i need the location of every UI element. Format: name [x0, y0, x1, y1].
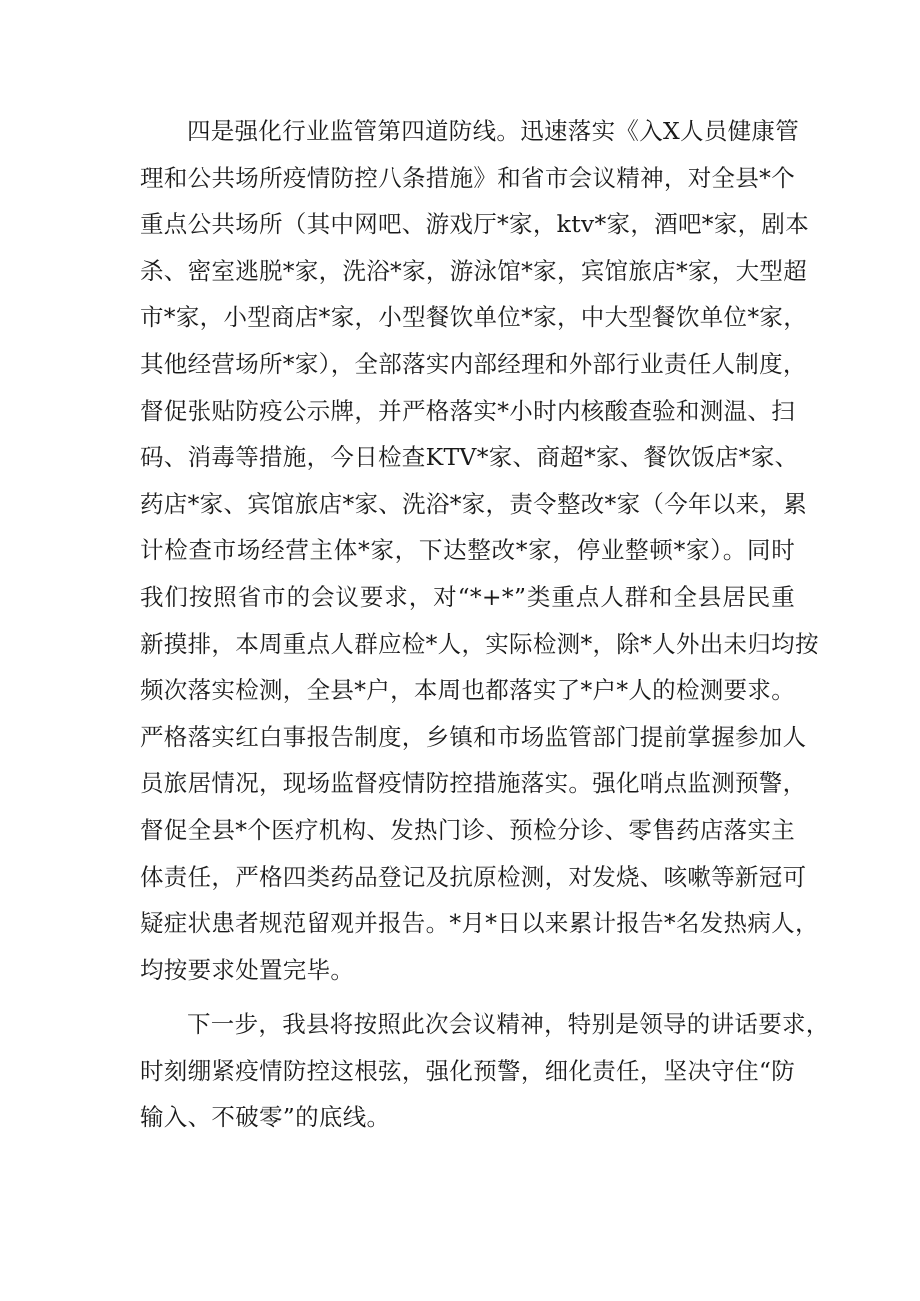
text-line: 重点公共场所（其中网吧、游戏厅*家，ktv*家，酒吧*家，剧本 [140, 210, 810, 239]
text-line: 新摸排，本周重点人群应检*人，实际检测*，除*人外出未归均按 [140, 629, 819, 658]
text-line: 均按要求处置完毕。 [140, 955, 355, 984]
paragraph-2 [140, 1001, 830, 1141]
document-body [140, 108, 830, 1141]
text-line: 体责任，严格四类药品登记及抗原检测，对发烧、咳嗽等新冠可 [140, 862, 807, 891]
text-line: 督促全县*个医疗机构、发热门诊、预检分诊、零售药店落实主 [140, 815, 795, 844]
text-line: 疑症状患者规范留观并报告。*月*日以来累计报告*名发热病人， [140, 909, 819, 938]
paragraph-spacer [140, 993, 795, 1001]
text-line: 输入、不破零”的底线。 [140, 1103, 391, 1132]
text-line: 其他经营场所*家），全部落实内部经理和外部行业责任人制度， [140, 349, 807, 378]
text-line: 督促张贴防疫公示牌，并严格落实*小时内核酸查验和测温、扫 [140, 396, 795, 425]
paragraph-1 [140, 108, 819, 993]
text-line: 码、消毒等措施，今日检查KTV*家、商超*家、餐饮饭店*家、 [140, 443, 799, 472]
text-line: 理和公共场所疫情防控八条措施》和省市会议精神，对全县*个 [140, 163, 795, 192]
text-line: 药店*家、宾馆旅店*家、洗浴*家，责令整改*家（今年以来，累 [140, 489, 807, 518]
text-line: 我们按照省市的会议要求，对“*+*”类重点人群和全县居民重 [140, 582, 795, 611]
text-line: 频次落实检测，全县*户，本周也都落实了*户*人的检测要求。 [140, 676, 795, 705]
text-line: 员旅居情况，现场监督疫情防控措施落实。强化哨点监测预警， [140, 769, 807, 798]
text-line: 市*家，小型商店*家，小型餐饮单位*家，中大型餐饮单位*家， [140, 303, 807, 332]
text-line: 下一步，我县将按照此次会议精神，特别是领导的讲话要求， [187, 1010, 830, 1039]
text-line: 计检查市场经营主体*家，下达整改*家，停业整顿*家）。同时 [140, 536, 795, 565]
text-line: 时刻绷紧疫情防控这根弦，强化预警，细化责任，坚决守住“防 [140, 1056, 795, 1085]
text-line: 杀、密室逃脱*家，洗浴*家，游泳馆*家，宾馆旅店*家，大型超 [140, 256, 807, 285]
text-line: 四是强化行业监管第四道防线。迅速落实《入X人员健康管 [187, 117, 800, 145]
text-line: 严格落实红白事报告制度，乡镇和市场监管部门提前掌握参加人 [140, 722, 807, 751]
